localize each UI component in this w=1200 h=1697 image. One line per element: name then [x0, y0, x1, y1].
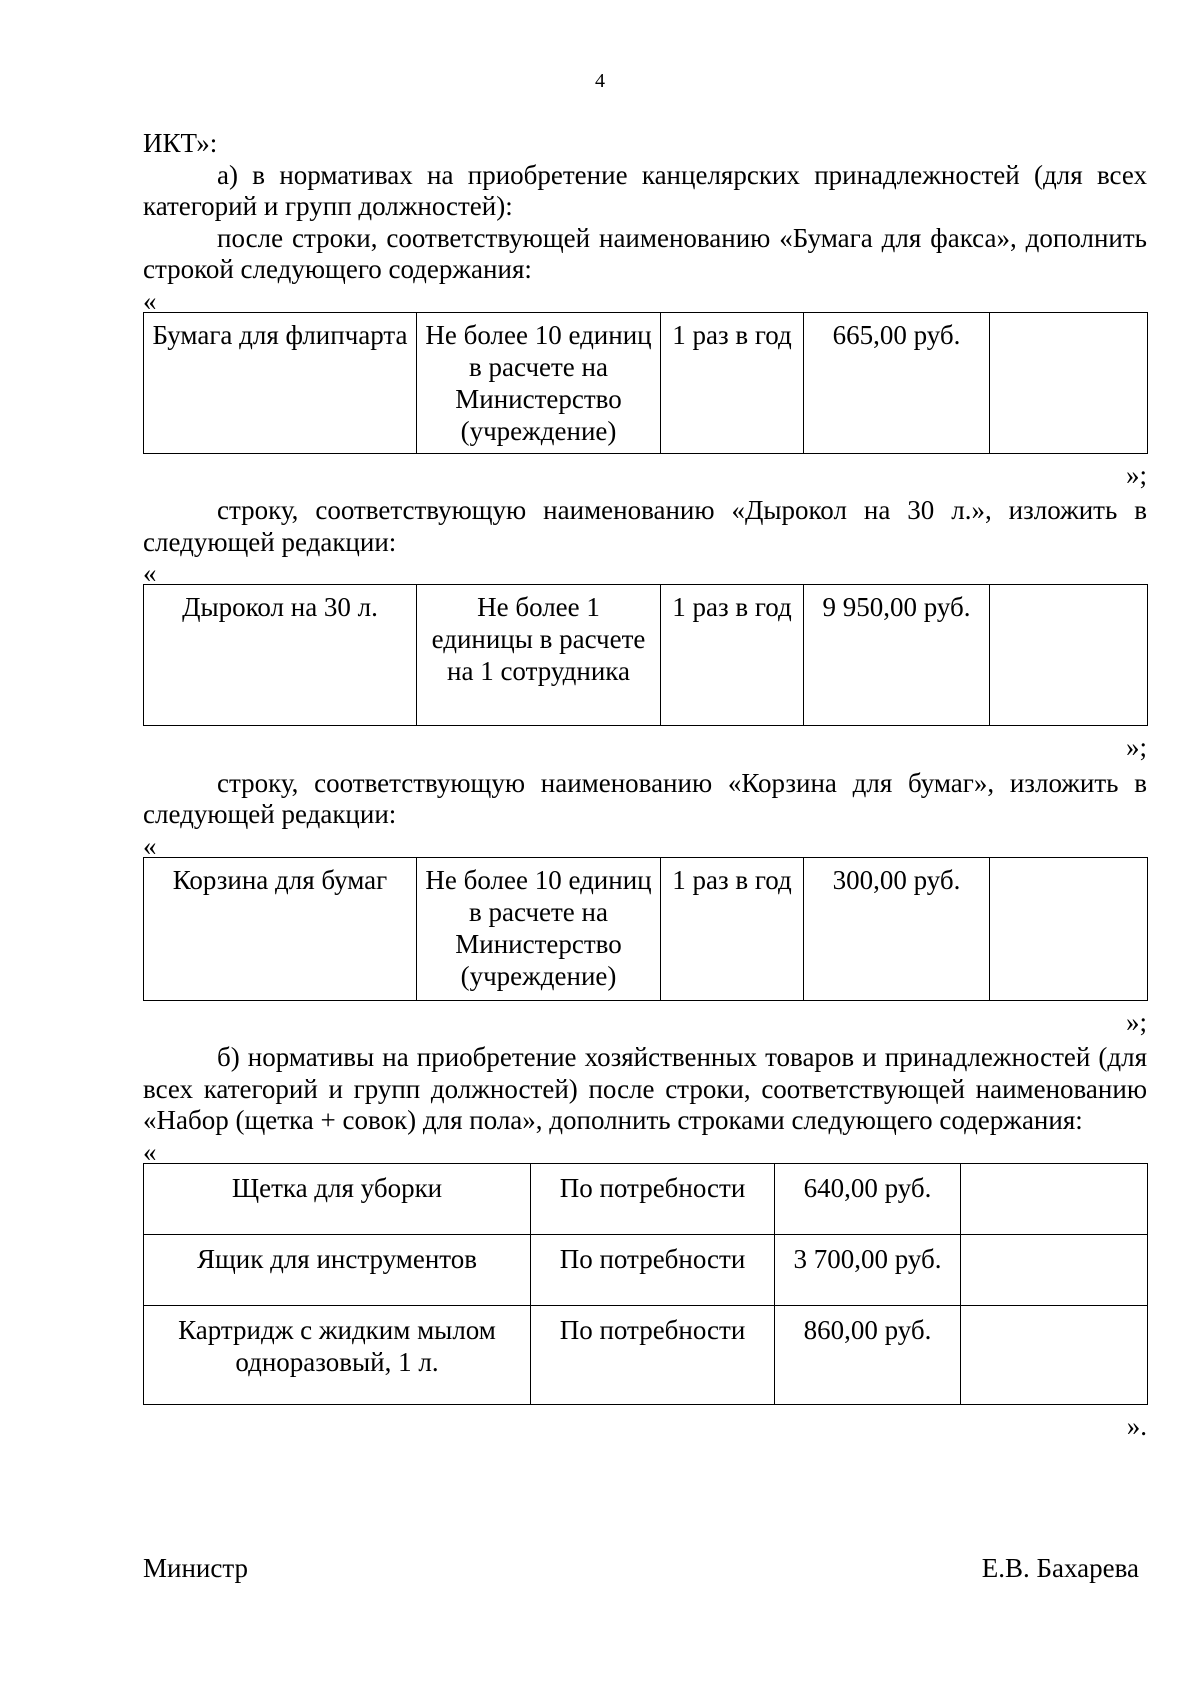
table-cell: Не более 1 единицы в расчете на 1 сотрудника — [417, 585, 661, 726]
table-cell: 1 раз в год — [661, 312, 804, 453]
table-cell: Дырокол на 30 л. — [144, 585, 417, 726]
table-cell: 640,00 руб. — [775, 1163, 961, 1234]
table-cell: Бумага для флипчарта — [144, 312, 417, 453]
quote-open: « — [143, 285, 157, 316]
table-row — [144, 1163, 1148, 1234]
table-cell: 9 950,00 руб. — [804, 585, 990, 726]
table-cell: 300,00 руб. — [804, 857, 990, 1000]
table-cell: Корзина для бумаг — [144, 857, 417, 1000]
table-cell: Картридж с жидким мылом одноразовый, 1 л. — [144, 1305, 531, 1404]
table-household-goods — [143, 1163, 1148, 1405]
table-row — [144, 1305, 1148, 1404]
quote-close: »; — [1125, 459, 1147, 490]
signature-name: Е.В. Бахарева — [981, 1553, 1139, 1583]
table-cell: 860,00 руб. — [775, 1305, 961, 1404]
table-cell — [990, 857, 1148, 1000]
table-cell: 1 раз в год — [661, 857, 804, 1000]
table-row — [144, 585, 1148, 726]
quote-close: ». — [1126, 1410, 1147, 1441]
signature-block — [143, 1553, 1147, 1584]
quote-close: »; — [1125, 1006, 1147, 1037]
table-cell: 1 раз в год — [661, 585, 804, 726]
table-cell: 665,00 руб. — [804, 312, 990, 453]
paragraph-dyrokol: строку, соответствующую наименованию «Дырокол на 30 л.», изложить в следующей редакции: — [143, 495, 1147, 557]
table-paper-basket — [143, 857, 1148, 1001]
quote-open: « — [143, 830, 157, 861]
table-cell: По потребности — [531, 1305, 775, 1404]
table-row — [144, 1234, 1148, 1305]
table-row — [144, 857, 1148, 1000]
paragraph-b: б) нормативы на приобретение хозяйственных товаров и принадлежностей (для всех категорий и групп должностей) после строки, соответствующей наименованию «Набор (щетка + совок) для пола», дополнить строками следующего содержания: — [143, 1042, 1147, 1135]
table-cell — [961, 1234, 1148, 1305]
quote-open: « — [143, 558, 157, 588]
quote-open: « — [143, 1136, 157, 1167]
table-row — [144, 312, 1148, 453]
table-cell: Не более 10 единиц в расчете на Министерство (учреждение) — [417, 312, 661, 453]
paragraph-a: а) в нормативах на приобретение канцелярских принадлежностей (для всех категорий и групп должностей): — [143, 159, 1147, 221]
intro-text: ИКТ»: — [143, 128, 218, 158]
table-cell — [961, 1163, 1148, 1234]
table-cell: По потребности — [531, 1163, 775, 1234]
table-cell: По потребности — [531, 1234, 775, 1305]
table-cell: 3 700,00 руб. — [775, 1234, 961, 1305]
table-cell: Не более 10 единиц в расчете на Министерство (учреждение) — [417, 857, 661, 1000]
table-flipchart-paper — [143, 312, 1148, 454]
page-number: 4 — [595, 70, 605, 92]
quote-close: »; — [1125, 732, 1147, 762]
table-cell: Ящик для инструментов — [144, 1234, 531, 1305]
table-cell: Щетка для уборки — [144, 1163, 531, 1234]
document-body — [143, 128, 1147, 1446]
table-cell — [990, 585, 1148, 726]
paragraph-a-after: после строки, соответствующей наименованию «Бумага для факса», дополнить строкой следующего содержания: — [143, 222, 1147, 284]
table-cell — [961, 1305, 1148, 1404]
paragraph-korzina: строку, соответствующую наименованию «Корзина для бумаг», изложить в следующей редакции: — [143, 767, 1147, 829]
table-hole-punch — [143, 584, 1148, 726]
signature-title: Министр — [143, 1553, 248, 1583]
table-cell — [990, 312, 1148, 453]
